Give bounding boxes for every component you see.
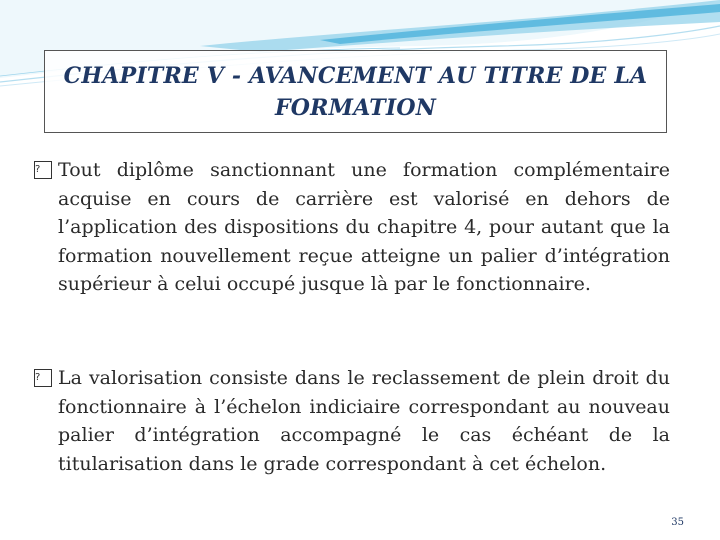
page-number: 35 xyxy=(671,517,684,528)
paragraph-2-text: La valorisation consiste dans le reclassement de plein droit du fonctionnaire à l’échelon indiciaire correspondant au nouveau palier d’intégration accompagné le cas échéant de la titularisation dans le grade correspondant à cet échelon. xyxy=(58,367,670,475)
slide-title: CHAPITRE V - AVANCEMENT AU TITRE DE LA FORMATION xyxy=(63,62,648,121)
paragraph-1 xyxy=(34,156,670,299)
bullet-box-icon: ? xyxy=(34,369,52,387)
paragraph-1-text: Tout diplôme sanctionnant une formation complémentaire acquise en cours de carrière est valorisé en dehors de l’application des dispositions du chapitre 4, pour autant que la formation nouvellement reçue atteigne un palier d’intégration supérieur à celui occupé jusque là par le fonctionnaire. xyxy=(58,159,670,295)
bullet-box-icon: ? xyxy=(34,161,52,179)
title-box xyxy=(44,50,667,133)
paragraph-2 xyxy=(34,364,670,478)
